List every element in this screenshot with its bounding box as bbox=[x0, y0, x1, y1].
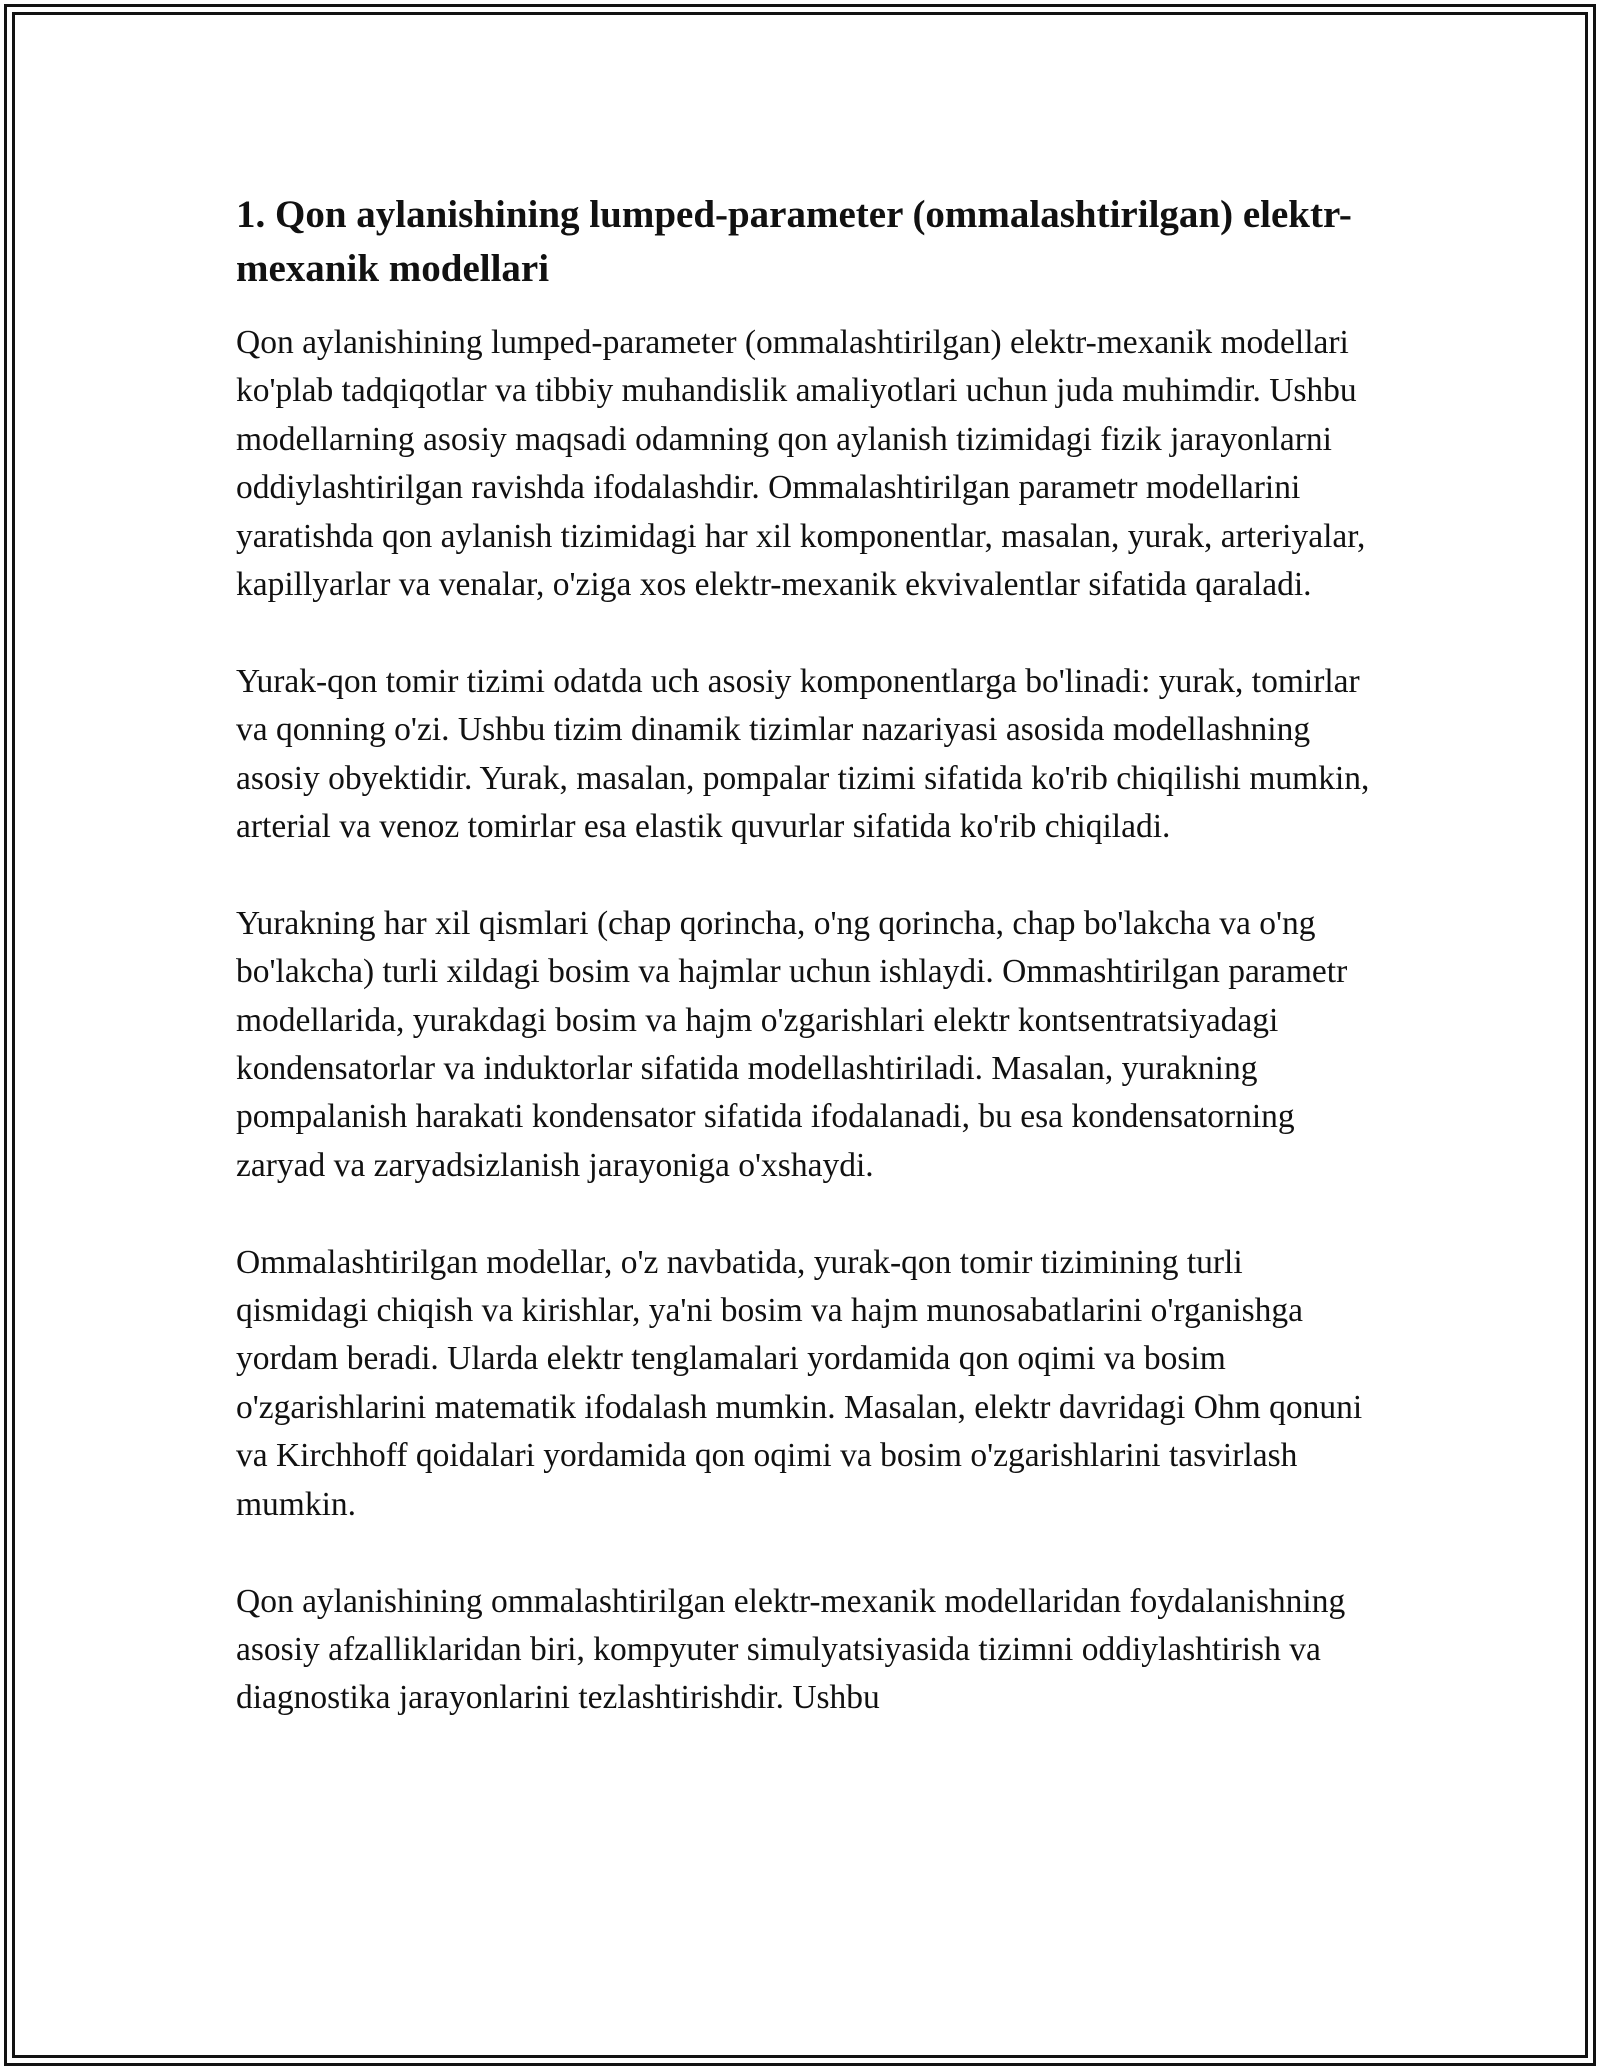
paragraph: Qon aylanishining lumped-parameter (ommalashtirilgan) elektr-mexanik modellari ko'plab tadqiqotlar va tibbiy muhandislik amaliyotlari uchun juda muhimdir. Ushbu modellarning asosiy maqsadi odamning qon aylanish tizimidagi fizik jarayonlarni oddiylashtirilgan ravishda ifodalashdir. Ommalashtirilgan parametr modellarini yaratishda qon aylanish tizimidagi har xil komponentlar, masalan, yurak, arteriyalar, kapillyarlar va venalar, o'ziga xos elektr-mexanik ekvivalentlar sifatida qaraladi. bbox=[236, 324, 1366, 604]
paragraph: Yurakning har xil qismlari (chap qorincha, o'ng qorincha, chap bo'lakcha va o'ng bo'lakcha) turli xildagi bosim va hajmlar uchun ishlaydi. Ommashtirilgan parametr modellarida, yurakdagi bosim va hajm o'zgarishlari elektr kontsentratsiyadagi kondensatorlar va induktorlar sifatida modellashtiriladi. Masalan, yurakning pompalanish harakati kondensator sifatida ifodalanadi, bu esa kondensatorning zaryad va zaryadsizlanish jarayoniga o'xshaydi. bbox=[236, 904, 1348, 1184]
paragraph: Yurak-qon tomir tizimi odatda uch asosiy komponentlarga bo'linadi: yurak, tomirlar va qonning o'zi. Ushbu tizim dinamik tizimlar nazariyasi asosida modellashning asosiy obyektidir. Yurak, masalan, pompalar tizimi sifatida ko'rib chiqilishi mumkin, arterial va venoz tomirlar esa elastik quvurlar sifatida ko'rib chiqiladi. bbox=[236, 662, 1370, 846]
document-content bbox=[236, 188, 1376, 1723]
paragraph: Ommalashtirilgan modellar, o'z navbatida, yurak-qon tomir tizimining turli qismidagi chiqish va kirishlar, ya'ni bosim va hajm munosabatlarini o'rganishga yordam beradi. Ularda elektr tenglamalari yordamida qon oqimi va bosim o'zgarishlarini matematik ifodalash mumkin. Masalan, elektr davridagi Ohm qonuni va Kirchhoff qoidalari yordamida qon oqimi va bosim o'zgarishlarini tasvirlash mumkin. bbox=[236, 1243, 1363, 1523]
paragraph: Qon aylanishining ommalashtirilgan elektr-mexanik modellaridan foydalanishning asosiy afzalliklaridan biri, kompyuter simulyatsiyasida tizimni oddiylashtirish va diagnostika jarayonlarini tezlashtirishdir. Ushbu bbox=[236, 1582, 1346, 1717]
section-body bbox=[236, 319, 1376, 1723]
section-title: 1. Qon aylanishining lumped-parameter (ommalashtirilgan) elektr-mexanik modellari bbox=[236, 193, 1352, 290]
